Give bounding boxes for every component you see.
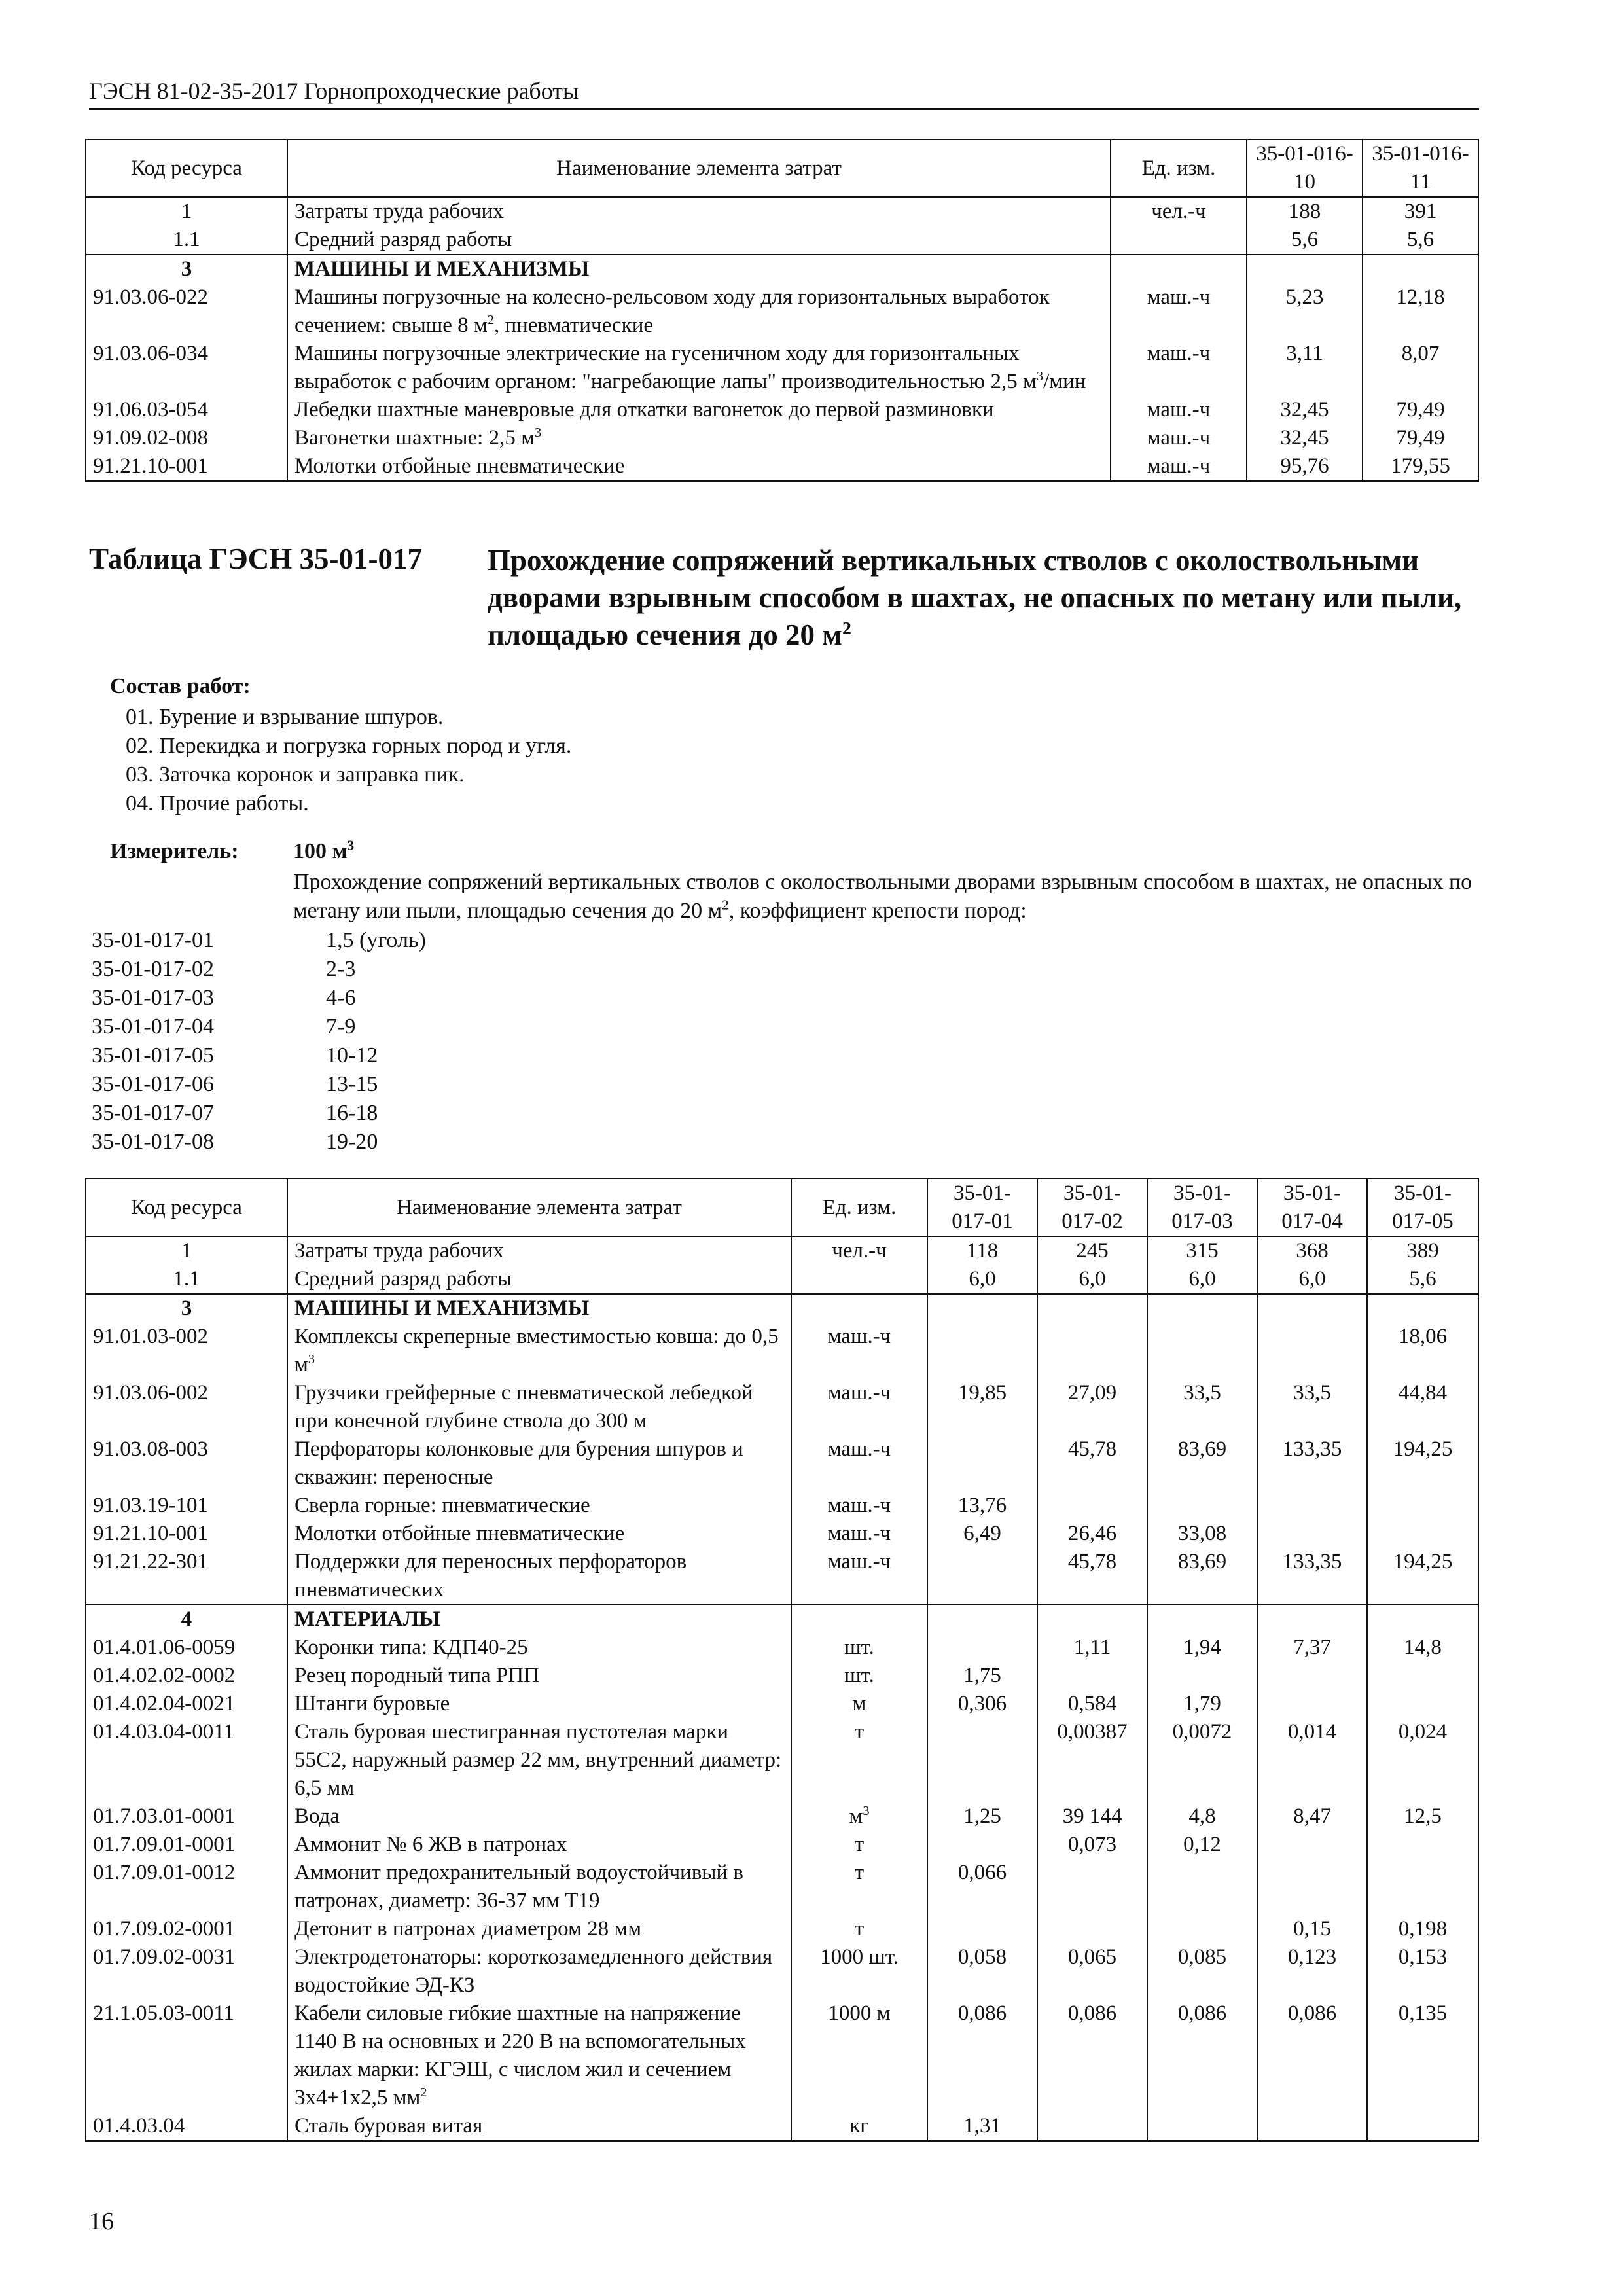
resource-code: 3 xyxy=(86,1294,287,1323)
rate-value: 12,5 xyxy=(1367,1803,1478,1831)
rate-value: 5,23 xyxy=(1247,283,1363,340)
resource-code: 01.4.03.04-0011 xyxy=(86,1718,287,1803)
table-row xyxy=(86,1435,1478,1492)
rate-value: 0,066 xyxy=(927,1859,1037,1915)
list-item: 02. Перекидка и погрузка горных пород и угля. xyxy=(126,734,572,758)
rate-codes-list xyxy=(92,926,426,1157)
header-rate-1: 35-01-016-10 xyxy=(1247,139,1363,197)
rate-code-row xyxy=(92,984,426,1013)
rate-value xyxy=(1037,1605,1147,1634)
table-row xyxy=(86,1831,1478,1859)
resource-name: Перфораторы колонковые для бурения шпуров и скважин: переносные xyxy=(287,1435,791,1492)
rate-value: 0,584 xyxy=(1037,1690,1147,1718)
rate-code-description: 1,5 (уголь) xyxy=(326,928,426,952)
table-row xyxy=(86,340,1478,396)
running-title: ГЭСН 81-02-35-2017 Горнопроходческие работы xyxy=(89,78,579,104)
rate-value: 1,79 xyxy=(1147,1690,1257,1718)
meter-value: 100 $м^3$ xyxy=(293,837,355,863)
rate-value xyxy=(927,1294,1037,1323)
table-row xyxy=(86,1323,1478,1379)
rate-value xyxy=(1037,1492,1147,1520)
table-row xyxy=(86,1915,1478,1943)
resource-name: Средний разряд работы xyxy=(287,226,1111,255)
table-row xyxy=(86,1690,1478,1718)
rate-value xyxy=(1367,1690,1478,1718)
resource-code: 91.03.06-022 xyxy=(86,283,287,340)
rate-value: 0,306 xyxy=(927,1690,1037,1718)
rate-code-description: 16-18 xyxy=(326,1101,378,1125)
rate-value: 6,49 xyxy=(927,1520,1037,1548)
resource-unit: маш.-ч xyxy=(791,1435,927,1492)
table-row xyxy=(86,1379,1478,1435)
table-row xyxy=(86,452,1478,481)
resource-name: Сталь буровая витая xyxy=(287,2112,791,2141)
resource-name: Детонит в патронах диаметром 28 мм xyxy=(287,1915,791,1943)
resource-name: МАШИНЫ И МЕХАНИЗМЫ xyxy=(287,1294,791,1323)
rate-value xyxy=(1367,1520,1478,1548)
rate-code: 35-01-017-01 xyxy=(92,928,214,952)
rate-value: 315 xyxy=(1147,1236,1257,1265)
resource-unit xyxy=(791,1294,927,1323)
rate-value: 179,55 xyxy=(1363,452,1478,481)
rate-value xyxy=(1367,1492,1478,1520)
resource-code: 91.21.10-001 xyxy=(86,452,287,481)
rate-value: 0,065 xyxy=(1037,1943,1147,2000)
table-row xyxy=(86,424,1478,452)
rate-value: 245 xyxy=(1037,1236,1147,1265)
table-row xyxy=(86,2112,1478,2141)
rate-code-row xyxy=(92,1128,426,1157)
resource-code: 01.7.09.02-0031 xyxy=(86,1943,287,2000)
resource-unit: маш.-ч xyxy=(1111,283,1247,340)
rate-value xyxy=(1147,1662,1257,1690)
resource-table-017 xyxy=(85,1178,1479,2142)
resource-code: 4 xyxy=(86,1605,287,1634)
rate-value xyxy=(1037,1662,1147,1690)
rate-value xyxy=(1147,1294,1257,1323)
resource-unit: маш.-ч xyxy=(791,1520,927,1548)
resource-code: 91.03.06-034 xyxy=(86,340,287,396)
rate-value xyxy=(1367,1605,1478,1634)
rate-value: 391 xyxy=(1363,197,1478,226)
resource-unit xyxy=(1111,226,1247,255)
rate-value: 118 xyxy=(927,1236,1037,1265)
resource-unit xyxy=(1111,255,1247,283)
resource-name: Штанги буровые xyxy=(287,1690,791,1718)
table-title: Прохождение сопряжений вертикальных стволов с околоствольными дворами взрывным способом в шахтах, не опасных по метану или пыли, площадью сечения до 20 $м^2$ xyxy=(488,544,1462,651)
table-row xyxy=(86,1605,1478,1634)
resource-unit: маш.-ч xyxy=(791,1379,927,1435)
rate-value: 0,014 xyxy=(1257,1718,1367,1803)
rate-value: 0,153 xyxy=(1367,1943,1478,2000)
rate-value: 7,37 xyxy=(1257,1634,1367,1662)
resource-code: 91.09.02-008 xyxy=(86,424,287,452)
rate-value: 95,76 xyxy=(1247,452,1363,481)
rate-value xyxy=(1257,1520,1367,1548)
rate-value xyxy=(1147,2112,1257,2141)
rate-value: 0,12 xyxy=(1147,1831,1257,1859)
rate-value: 194,25 xyxy=(1367,1435,1478,1492)
rate-value: 18,06 xyxy=(1367,1323,1478,1379)
resource-unit: 1000 шт. xyxy=(791,1943,927,2000)
rate-value: 3,11 xyxy=(1247,340,1363,396)
header-name: Наименование элемента затрат xyxy=(287,1179,791,1236)
rate-value: 0,135 xyxy=(1367,2000,1478,2112)
rate-code: 35-01-017-04 xyxy=(92,1014,214,1039)
resource-name: Лебедки шахтные маневровые для откатки вагонеток до первой разминовки xyxy=(287,396,1111,424)
table-row xyxy=(86,1943,1478,2000)
resource-name: Вода xyxy=(287,1803,791,1831)
rate-code-row xyxy=(92,926,426,955)
table-row xyxy=(86,1294,1478,1323)
rate-value: 389 xyxy=(1367,1236,1478,1265)
resource-table-016 xyxy=(85,139,1479,482)
table-row xyxy=(86,1859,1478,1915)
resource-code: 01.7.03.01-0001 xyxy=(86,1803,287,1831)
rate-value: 39 144 xyxy=(1037,1803,1147,1831)
rate-value: 26,46 xyxy=(1037,1520,1147,1548)
rate-value xyxy=(1037,1294,1147,1323)
rate-value xyxy=(927,1718,1037,1803)
resource-code: 01.7.09.02-0001 xyxy=(86,1915,287,1943)
rate-value: 0,086 xyxy=(1037,2000,1147,2112)
resource-code: 01.4.02.02-0002 xyxy=(86,1662,287,1690)
header-rate-3: 35-01-017-03 xyxy=(1147,1179,1257,1236)
rate-value xyxy=(1147,1915,1257,1943)
list-item: 03. Заточка коронок и заправка пик. xyxy=(126,762,465,787)
rate-value: 6,0 xyxy=(927,1265,1037,1294)
resource-unit: т xyxy=(791,1718,927,1803)
rate-value: 1,11 xyxy=(1037,1634,1147,1662)
resource-unit xyxy=(791,1605,927,1634)
rate-value xyxy=(1363,255,1478,283)
header-rule xyxy=(89,108,1479,110)
rate-code: 35-01-017-08 xyxy=(92,1130,214,1154)
rate-value: 12,18 xyxy=(1363,283,1478,340)
resource-unit: м xyxy=(791,1690,927,1718)
resource-unit: т xyxy=(791,1859,927,1915)
table-body xyxy=(86,197,1478,481)
table-row xyxy=(86,226,1478,255)
table-row xyxy=(86,1492,1478,1520)
table-row xyxy=(86,1634,1478,1662)
table-row xyxy=(86,283,1478,340)
rate-code-description: 2-3 xyxy=(326,957,356,981)
rate-value xyxy=(927,1634,1037,1662)
resource-unit: шт. xyxy=(791,1634,927,1662)
table-row xyxy=(86,197,1478,226)
resource-name: Поддержки для переносных перфораторов пневматических xyxy=(287,1548,791,1605)
header-rate-5: 35-01-017-05 xyxy=(1367,1179,1478,1236)
rate-code-description: 10-12 xyxy=(326,1043,378,1067)
resource-code: 1 xyxy=(86,1236,287,1265)
rate-value: 0,086 xyxy=(927,2000,1037,2112)
rate-value: 133,35 xyxy=(1257,1435,1367,1492)
rate-value: 5,6 xyxy=(1363,226,1478,255)
resource-unit: чел.-ч xyxy=(791,1236,927,1265)
rate-code-row xyxy=(92,1099,426,1128)
resource-unit: кг xyxy=(791,2112,927,2141)
resource-name: Коронки типа: КДП40-25 xyxy=(287,1634,791,1662)
rate-value: 0,086 xyxy=(1147,2000,1257,2112)
resource-name: Грузчики грейферные с пневматической лебедкой при конечной глубине ствола до 300 м xyxy=(287,1379,791,1435)
rate-value: 0,198 xyxy=(1367,1915,1478,1943)
resource-code: 91.03.08-003 xyxy=(86,1435,287,1492)
resource-unit xyxy=(791,1265,927,1294)
resource-code: 01.7.09.01-0012 xyxy=(86,1859,287,1915)
resource-unit: маш.-ч xyxy=(791,1492,927,1520)
rate-value xyxy=(1257,1859,1367,1915)
rate-value xyxy=(927,1548,1037,1605)
rate-value: 32,45 xyxy=(1247,396,1363,424)
rate-code-row xyxy=(92,955,426,984)
resource-name: Аммонит предохранительный водоустойчивый в патронах, диаметр: 36-37 мм Т19 xyxy=(287,1859,791,1915)
rate-value: 0,0072 xyxy=(1147,1718,1257,1803)
rate-value: 1,25 xyxy=(927,1803,1037,1831)
resource-name: Затраты труда рабочих xyxy=(287,197,1111,226)
rate-value xyxy=(1257,1294,1367,1323)
table-row xyxy=(86,1265,1478,1294)
rate-code-row xyxy=(92,1013,426,1041)
rate-value xyxy=(1257,2112,1367,2141)
resource-name: Комплексы скреперные вместимостью ковша: до 0,5 $м^3$ xyxy=(287,1323,791,1379)
rate-value xyxy=(1257,1323,1367,1379)
resource-name: Резец породный типа РПП xyxy=(287,1662,791,1690)
resource-code: 1.1 xyxy=(86,1265,287,1294)
resource-code: 01.4.03.04 xyxy=(86,2112,287,2141)
rate-value xyxy=(1367,1831,1478,1859)
rate-value: 32,45 xyxy=(1247,424,1363,452)
resource-code: 91.03.06-002 xyxy=(86,1379,287,1435)
rate-value: 79,49 xyxy=(1363,424,1478,452)
resource-name: Аммонит № 6 ЖВ в патронах xyxy=(287,1831,791,1859)
rate-value: 8,47 xyxy=(1257,1803,1367,1831)
rate-value: 0,15 xyxy=(1257,1915,1367,1943)
resource-name: Молотки отбойные пневматические xyxy=(287,1520,791,1548)
rate-value: 133,35 xyxy=(1257,1548,1367,1605)
meter-label: Измеритель: xyxy=(110,839,239,863)
rate-value: 33,5 xyxy=(1257,1379,1367,1435)
resource-code: 91.01.03-002 xyxy=(86,1323,287,1379)
resource-unit: маш.-ч xyxy=(791,1548,927,1605)
rate-value: 13,76 xyxy=(927,1492,1037,1520)
rate-value: 45,78 xyxy=(1037,1548,1147,1605)
rate-value xyxy=(1257,1662,1367,1690)
table-row xyxy=(86,1520,1478,1548)
rate-code-description: 13-15 xyxy=(326,1072,378,1096)
rate-value: 0,073 xyxy=(1037,1831,1147,1859)
resource-unit: $м^3$ xyxy=(791,1803,927,1831)
rate-value xyxy=(1037,1915,1147,1943)
resource-code: 1 xyxy=(86,197,287,226)
rate-value xyxy=(1257,1690,1367,1718)
resource-name: Машины погрузочные на колесно-рельсовом ходу для горизонтальных выработок сечением: свыше 8 $м^2$, пневматические xyxy=(287,283,1111,340)
resource-name: Вагонетки шахтные: 2,5 $м^3$ xyxy=(287,424,1111,452)
resource-unit: шт. xyxy=(791,1662,927,1690)
list-item: 04. Прочие работы. xyxy=(126,791,309,816)
resource-name: Затраты труда рабочих xyxy=(287,1236,791,1265)
rate-value: 1,94 xyxy=(1147,1634,1257,1662)
resource-unit: чел.-ч xyxy=(1111,197,1247,226)
table-row xyxy=(86,1236,1478,1265)
rate-value xyxy=(1247,255,1363,283)
work-composition-title: Состав работ: xyxy=(110,674,251,698)
resource-unit: т xyxy=(791,1831,927,1859)
rate-value: 194,25 xyxy=(1367,1548,1478,1605)
rate-code-row xyxy=(92,1041,426,1070)
rate-value xyxy=(1037,1323,1147,1379)
rate-value: 14,8 xyxy=(1367,1634,1478,1662)
rate-code-description: 19-20 xyxy=(326,1130,378,1154)
rate-value: 44,84 xyxy=(1367,1379,1478,1435)
resource-unit: т xyxy=(791,1915,927,1943)
header-unit: Ед. изм. xyxy=(791,1179,927,1236)
rate-code: 35-01-017-06 xyxy=(92,1072,214,1096)
rate-value xyxy=(1037,2112,1147,2141)
resource-code: 01.7.09.01-0001 xyxy=(86,1831,287,1859)
rate-value: 79,49 xyxy=(1363,396,1478,424)
rate-value: 5,6 xyxy=(1247,226,1363,255)
resource-unit: маш.-ч xyxy=(1111,396,1247,424)
resource-name: Сверла горные: пневматические xyxy=(287,1492,791,1520)
rate-value: 4,8 xyxy=(1147,1803,1257,1831)
resource-code: 3 xyxy=(86,255,287,283)
rate-value: 45,78 xyxy=(1037,1435,1147,1492)
rate-value xyxy=(1147,1323,1257,1379)
rate-value: 33,5 xyxy=(1147,1379,1257,1435)
rate-value: 19,85 xyxy=(927,1379,1037,1435)
table-body xyxy=(86,1236,1478,2141)
rate-value xyxy=(1037,1859,1147,1915)
work-composition-list xyxy=(126,703,571,818)
header-rate-1: 35-01-017-01 xyxy=(927,1179,1037,1236)
resource-unit: маш.-ч xyxy=(1111,452,1247,481)
resource-code: 91.06.03-054 xyxy=(86,396,287,424)
header-code: Код ресурса xyxy=(86,139,287,197)
table-label: Таблица ГЭСН 35-01-017 xyxy=(89,543,422,575)
table-row xyxy=(86,1718,1478,1803)
resource-name: Электродетонаторы: короткозамедленного действия водостойкие ЭД-КЗ xyxy=(287,1943,791,2000)
resource-unit: маш.-ч xyxy=(1111,340,1247,396)
rate-value: 1,31 xyxy=(927,2112,1037,2141)
header-rate-2: 35-01-016-11 xyxy=(1363,139,1478,197)
rate-value xyxy=(927,1435,1037,1492)
rate-value: 0,024 xyxy=(1367,1718,1478,1803)
rate-code: 35-01-017-02 xyxy=(92,957,214,981)
rate-value xyxy=(1367,1859,1478,1915)
rate-value xyxy=(1257,1492,1367,1520)
rate-value: 188 xyxy=(1247,197,1363,226)
rate-value xyxy=(1367,1662,1478,1690)
resource-name: Молотки отбойные пневматические xyxy=(287,452,1111,481)
rate-value xyxy=(927,1915,1037,1943)
rate-value xyxy=(1257,1605,1367,1634)
rate-value: 8,07 xyxy=(1363,340,1478,396)
resource-code: 91.21.22-301 xyxy=(86,1548,287,1605)
rate-value: 6,0 xyxy=(1147,1265,1257,1294)
rate-value xyxy=(927,1831,1037,1859)
table-row xyxy=(86,1803,1478,1831)
table-row xyxy=(86,396,1478,424)
header-name: Наименование элемента затрат xyxy=(287,139,1111,197)
rate-value: 33,08 xyxy=(1147,1520,1257,1548)
rate-code: 35-01-017-03 xyxy=(92,986,214,1010)
rate-code-row xyxy=(92,1070,426,1099)
table-header-row xyxy=(86,1179,1478,1236)
resource-unit: маш.-ч xyxy=(791,1323,927,1379)
resource-code: 1.1 xyxy=(86,226,287,255)
rate-value xyxy=(1147,1492,1257,1520)
header-code: Код ресурса xyxy=(86,1179,287,1236)
resource-name: Сталь буровая шестигранная пустотелая марки 55С2, наружный размер 22 мм, внутренний диаметр: 6,5 мм xyxy=(287,1718,791,1803)
resource-code: 01.4.01.06-0059 xyxy=(86,1634,287,1662)
table-row xyxy=(86,1662,1478,1690)
header-unit: Ед. изм. xyxy=(1111,139,1247,197)
table-header-row xyxy=(86,139,1478,197)
resource-name: Машины погрузочные электрические на гусеничном ходу для горизонтальных выработок с рабочим органом: "нагребающие лапы" производительностью 2,5 $м^3$/мин xyxy=(287,340,1111,396)
rate-value xyxy=(927,1605,1037,1634)
resource-unit: 1000 м xyxy=(791,2000,927,2112)
rate-value: 6,0 xyxy=(1257,1265,1367,1294)
rate-value: 0,086 xyxy=(1257,2000,1367,2112)
rate-value xyxy=(1147,1859,1257,1915)
rate-value: 27,09 xyxy=(1037,1379,1147,1435)
resource-code: 21.1.05.03-0011 xyxy=(86,2000,287,2112)
resource-code: 91.03.19-101 xyxy=(86,1492,287,1520)
resource-code: 01.4.02.04-0021 xyxy=(86,1690,287,1718)
meter-description: Прохождение сопряжений вертикальных стволов с околоствольными дворами взрывным способом в шахтах, не опасных по метану или пыли, площадью сечения до 20 $м^2$, коэффициент крепости пород: xyxy=(293,870,1472,923)
resource-name: МАШИНЫ И МЕХАНИЗМЫ xyxy=(287,255,1111,283)
rate-value: 6,0 xyxy=(1037,1265,1147,1294)
rate-value: 83,69 xyxy=(1147,1435,1257,1492)
rate-code: 35-01-017-07 xyxy=(92,1101,214,1125)
rate-value: 0,085 xyxy=(1147,1943,1257,2000)
list-item: 01. Бурение и взрывание шпуров. xyxy=(126,705,444,729)
rate-value: 0,058 xyxy=(927,1943,1037,2000)
resource-unit: маш.-ч xyxy=(1111,424,1247,452)
table-row xyxy=(86,255,1478,283)
rate-value: 0,00387 xyxy=(1037,1718,1147,1803)
rate-value xyxy=(927,1323,1037,1379)
rate-value xyxy=(1367,2112,1478,2141)
header-rate-2: 35-01-017-02 xyxy=(1037,1179,1147,1236)
rate-value: 0,123 xyxy=(1257,1943,1367,2000)
resource-code: 91.21.10-001 xyxy=(86,1520,287,1548)
resource-name: МАТЕРИАЛЫ xyxy=(287,1605,791,1634)
rate-value: 5,6 xyxy=(1367,1265,1478,1294)
table-row xyxy=(86,1548,1478,1605)
rate-value: 1,75 xyxy=(927,1662,1037,1690)
rate-code-description: 4-6 xyxy=(326,986,356,1010)
rate-value: 368 xyxy=(1257,1236,1367,1265)
rate-value xyxy=(1257,1831,1367,1859)
resource-name: Кабели силовые гибкие шахтные на напряжение 1140 В на основных и 220 В на вспомогательных жилах марки: КГЭШ, с числом жил и сечением 3х4+1х2,5 $мм^2$ xyxy=(287,2000,791,2112)
rate-value: 83,69 xyxy=(1147,1548,1257,1605)
rate-value xyxy=(1367,1294,1478,1323)
rate-code: 35-01-017-05 xyxy=(92,1043,214,1067)
header-rate-4: 35-01-017-04 xyxy=(1257,1179,1367,1236)
rate-value xyxy=(1147,1605,1257,1634)
resource-name: Средний разряд работы xyxy=(287,1265,791,1294)
rate-code-description: 7-9 xyxy=(326,1014,356,1039)
page-number: 16 xyxy=(89,2208,114,2235)
table-row xyxy=(86,2000,1478,2112)
